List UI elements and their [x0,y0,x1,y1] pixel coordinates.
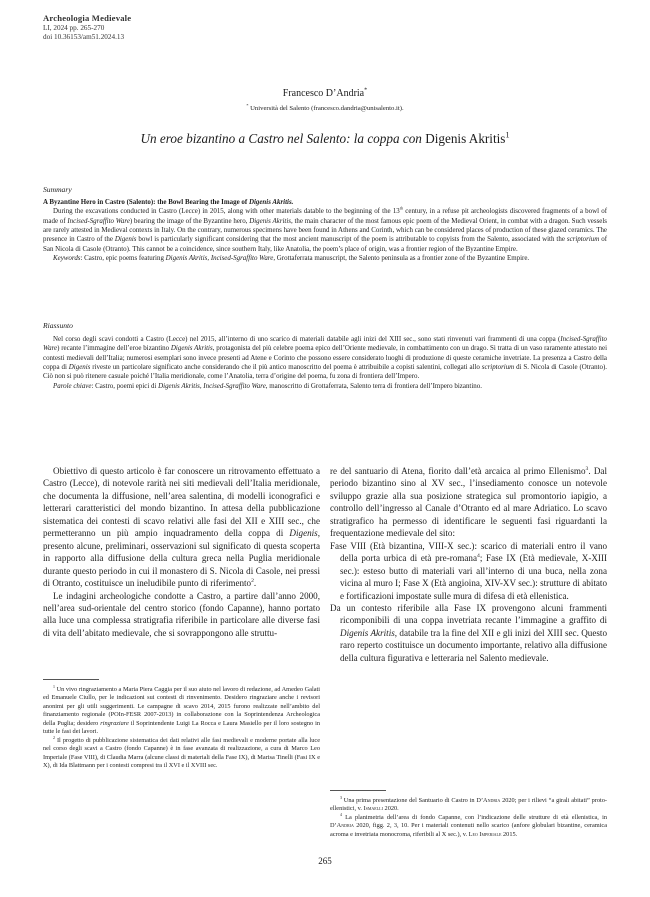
phase-list: Fase VIII (Età bizantina, VIII-X sec.): scarico di materiali entro il vano della porta urbica di età pre-romana$^4$; Fase IX (Età medievale, X-XIII sec.): esteso butto di materiali vari all’interno di una buca, nella zona vicina al muro I; Fase X (Età angioina, XIV-XV sec.): strutture di abitato e fortificazioni impostate sulle mura di difesa di età ellenistica. [330,540,607,601]
summary-abstract [43,198,607,263]
riassunto-heading: Riassunto [43,321,73,330]
summary-keywords: Keywords: Castro, epic poems featuring Digenis Akritis, Incised-Sgraffito Ware, Grottaferrata manuscript, the Salento peninsula as a frontier zone of the Byzantine Empire. [53,254,530,263]
footnotes-left [43,686,320,771]
running-header [43,14,131,43]
body-paragraph: Le indagini archeologiche condotte a Castro, a partire dall’anno 2000, nell’area sud-orientale del centro storico (fondo Capanne), hanno portato alla luce una complessa stratigrafia riferibile in particolare alle diverse fasi di vita dell’abitato medievale, che si sovrappongono alle struttu- [43,590,320,638]
footnotes-right [330,797,607,839]
author-name: Francesco D’Andria* [282,86,368,99]
body-paragraph: Obiettivo di questo articolo è far conoscere un ritrovamento effettuato a Castro (Lecce), di notevole rarità nei siti medievali dell’Italia meridionale, che documenta la diffusione, nell’area salentina, di modelli iconografici e letterari caratteristici del mondo bizantino. In attesa della pubblicazione sistematica dei contesti di scavo relativi alle fasi del XII e XIII sec., che permetteranno un più ampio inquadramento della coppa di Digenis, presento alcune, preliminari, osservazioni sul significato di questa scoperta in rapporto alla diffusione della cultura greca nella Puglia meridionale durante questo periodo in cui il monastero di S. Nicola di Casole, nei pressi di Otranto, costituisce un ineludibile punto di riferimento$^2$. [43,466,320,589]
author-affiliation: * Università del Salento (francesco.dandria@unisalento.it). [246,102,404,112]
volume-pages: LI, 2024 pp. 265-270 [43,23,105,32]
summary-text: During the excavations conducted in Castro (Lecce) in 2015, along with other materials datable to the beginning of the 13th century, in a refuse pit archeologists discovered fragments of a bowl of made of Incised-Sgraffito Ware) bearing the image of the Byzantine hero, Digenis Akritis, the main character of the most famous epic poem of the Medieval Orient, in combat with a dragon. Such vessels are rarely attested in Medieval contexts in Italy. On the contrary, numerous specimens have been found in Athens and Corinth, which can be considered places of production of these glazed ceramics. The presence in Castro of the Digenis bowl is particularly significant considering that the most ancient manuscript of the poem is attributable to copyists from the Salento, associated with the scriptorium of San Nicola di Casole (Otranto). This cannot be a coincidence, since southern Italy, like Anatolia, the poem’s place of origin, was a frontier region of the Byzantine Empire. [43,206,608,253]
summary-subtitle: A Byzantine Hero in Castro (Salento): the Bowl Bearing the Image of Digenis Akritis. [43,198,294,206]
journal-title: Archeologia Medievale [43,13,132,23]
footnote-rule-right [330,790,386,791]
article-title: Un eroe bizantino a Castro nel Salento: la coppa con Digenis Akritis$^1$ [140,130,510,146]
riassunto-text: Nel corso degli scavi condotti a Castro (Lecce) nel 2015, all’interno di uno scarico di materiali databile agli inizi del XIII sec., sono stati rinvenuti vari frammenti di una coppa (Incised-Sgraffito Ware) recante l’immagine dell’eroe bizantino Digenis Akritis, protagonista del più celebre poema epico dell’Oriente medievale, in combattimento con un drago. Si tratta di un vaso raramente attestato nei contesti medievali dell’Italia; numerosi esemplari sono invece presenti ad Atene e Corinto che possono essere considerato luoghi di produzione di queste ceramiche invetriate. La presenza a Castro della coppa di Digenis riveste un particolare significato anche considerando che il più antico manoscritto del poema è attribuibile a copisti salentini, collegati allo scriptorium di S. Nicola di Casole (Otranto). Ciò non si può ritenere casuale poiché l’Italia meridionale, come l’Anatolia, terra d’origine del poema, fu zona di frontiera dell’Impero. [43,335,608,381]
footnote-2: $^2$ Il progetto di pubblicazione sistematica dei dati relativi alle fasi medievali e moderne portate alla luce nel corso degli scavi a Castro (fondo Capanne) è in fase avanzata di realizzazione, a cura di Marco Leo Imperiale (Fase VIII), di Claudia Marra (alcune classi di materiali della Fase IX), di Marisa Tinelli (Fasi IX e X), di Ida Blattmann per i contesti compresi tra il XVI e il XVIII sec. [43,735,320,770]
body-paragraph: re del santuario di Atena, fiorito dall’età arcaica al primo Ellenismo$^3$. Dal periodo bizantino sino al XV sec., l’insediamento conosce un notevole sviluppo grazie alla sua posizione strategica sul promontorio iapigio, a controllo dell’ingresso al Canale d’Otranto ed al mare Adriatico. Lo scavo stratigrafico ha permesso di identificare le seguenti fasi riguardanti la frequentazione medievale del sito: [330,465,607,539]
footnote-4: $^4$ La planimetria dell’area di fondo Capanne, con l’indicazione delle strutture di età ellenistica, in D’Andria 2020, figg. 2, 3, 10. Per i materiali contenuti nello scarico (anfore globulari bizantine, ceramica acroma e invetriata monocroma, riferibili al X sec.), v. Leo Imperiale 2015. [330,812,607,838]
doi: doi 10.36153/am51.2024.13 [43,33,125,42]
footnote-3: $^3$ Una prima presentazione del Santuario di Castro in D’Andria 2020; per i rilievi “a girali abitati” proto-ellenistici, v. Ismaelli 2020. [330,795,607,813]
riassunto-keywords: Parole chiave: Castro, poemi epici di Digenis Akritis, Incised-Sgraffito Ware, manoscritto di Grottaferrata, Salento terra di frontiera dell’Impero bizantino. [53,381,482,390]
body-paragraph: Da un contesto riferibile alla Fase IX provengono alcuni frammenti ricomponibili di una coppa invetriata recante l’immagine a graffito di Digenis Akritis, databile tra la fine del XII e gli inizi del XIII sec. Questo raro reperto costituisce un documento importante, relativo alla diffusione della cultura figurativa e letteraria nel Salento medievale. [330,602,608,663]
summary-heading: Summary [43,185,72,194]
body-column-right [330,465,607,664]
body-column-left [43,465,320,639]
footnote-rule-left [43,679,99,680]
riassunto-abstract [43,335,607,391]
page-number: 265 [318,856,332,866]
footnote-1: $^1$ Un vivo ringraziamento a Maria Piera Caggia per il suo aiuto nel lavoro di redazione, ad Amedeo Galati ed Emanuele Ciullo, per le indicazioni sui contesti di rinvenimento. Desidero ringraziare anche i revisori anonimi per gli utili suggerimenti. Le campagne di scavo 2014, 2015 furono realizzate nell’ambito del finanziamento regionale (POIn-FESR 2007-2013) in collaborazione con la Soprintendenza Archeologica della Puglia; desidero ringraziare il Soprintendente Luigi La Rocca e Laura Masiello per il loro sostegno in tutte le fasi dei lavori. [43,684,320,736]
